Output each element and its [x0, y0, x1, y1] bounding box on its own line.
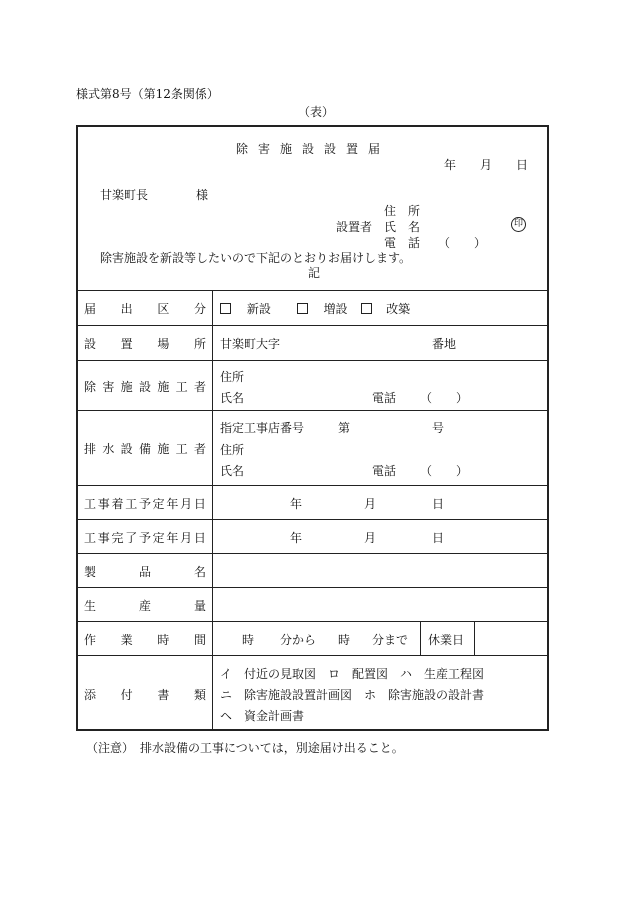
label-char: 業 [120, 633, 133, 647]
row-divider [76, 290, 549, 291]
option-new: 新設 [246, 302, 271, 316]
label-char: 工 [175, 442, 188, 456]
label-char: 工 [175, 380, 188, 394]
label-drainage-contractor [84, 440, 206, 457]
drainage-go: 号 [432, 421, 445, 435]
side-label: （表） [298, 105, 335, 119]
date-day: 日 [516, 158, 529, 172]
label-category [84, 300, 206, 317]
end-year: 年 [290, 531, 303, 545]
start-month: 月 [364, 497, 377, 511]
attachment-line: ヘ 資金計画書 [220, 709, 305, 723]
drainage-name: 氏名 [220, 464, 245, 478]
label-char: 設 [120, 442, 133, 456]
work-hour-end: 時 [338, 633, 351, 647]
row-divider [76, 587, 549, 588]
row-divider [76, 360, 549, 361]
label-product [84, 563, 206, 580]
label-char: 届 [84, 302, 97, 316]
holiday-label: 休業日 [428, 633, 465, 647]
applicant-phone-parens: （ ） [438, 236, 487, 250]
label-char: 作 [84, 633, 97, 647]
drainage-designated-no: 指定工事店番号 [220, 421, 305, 435]
checkbox-new[interactable] [220, 303, 231, 314]
applicant-name-label: 氏 名 [384, 220, 421, 234]
end-day: 日 [432, 531, 445, 545]
label-char: 工 [125, 497, 138, 511]
ki-mark: 記 [308, 266, 321, 280]
facility-phone: 電話 [372, 391, 397, 405]
row-divider [76, 553, 549, 554]
drainage-phone: 電話 [372, 464, 397, 478]
addressee-honorific: 様 [196, 188, 209, 202]
label-char: 年 [166, 531, 179, 545]
label-char: 工 [84, 531, 97, 545]
attachment-line: イ 付近の見取図 ロ 配置図 ハ 生産工程図 [220, 667, 485, 681]
label-output [84, 597, 206, 614]
statement: 除害施設を新設等したいので下記のとおりお届けします。 [100, 251, 412, 265]
label-char: 完 [111, 531, 124, 545]
label-char: 間 [193, 633, 206, 647]
label-char: 月 [180, 497, 193, 511]
label-char: 月 [180, 531, 193, 545]
work-hour-start: 時 [242, 633, 255, 647]
label-char: 設 [84, 337, 97, 351]
label-facility-contractor [84, 378, 206, 395]
label-char: 添 [84, 688, 97, 702]
label-char: 着 [111, 497, 124, 511]
label-char: 施 [120, 380, 133, 394]
label-char: 水 [102, 442, 115, 456]
start-year: 年 [290, 497, 303, 511]
label-char: 所 [193, 337, 206, 351]
label-work-hours [84, 631, 206, 648]
label-end-date [84, 529, 206, 546]
start-day: 日 [432, 497, 445, 511]
label-char: 年 [166, 497, 179, 511]
date-year: 年 [444, 158, 457, 172]
label-char: 名 [193, 565, 206, 579]
label-char: 付 [120, 688, 133, 702]
category-options [220, 300, 410, 317]
label-char: 害 [102, 380, 115, 394]
label-char: 施 [157, 442, 170, 456]
label-char: 者 [193, 442, 206, 456]
location-prefix: 甘楽町大字 [220, 337, 281, 351]
label-char: 事 [97, 497, 110, 511]
label-char: 品 [138, 565, 151, 579]
holiday-divider [474, 621, 475, 655]
form-title: 除害施設設置届 [236, 142, 391, 156]
label-location [84, 335, 206, 352]
row-divider [76, 621, 549, 622]
label-char: 類 [193, 688, 206, 702]
end-month: 月 [364, 531, 377, 545]
label-char: 備 [138, 442, 151, 456]
label-char: 書 [157, 688, 170, 702]
row-divider [76, 410, 549, 411]
option-rebuild: 改築 [386, 302, 411, 316]
row-divider [76, 655, 549, 656]
holiday-divider [420, 621, 421, 655]
applicant-phone-label: 電 話 [384, 236, 421, 250]
label-char: 了 [125, 531, 138, 545]
footnote: （注意） 排水設備の工事については，別途届け出ること。 [86, 741, 404, 755]
label-char: 産 [138, 599, 151, 613]
label-char: 日 [193, 531, 206, 545]
location-suffix: 番地 [432, 337, 457, 351]
form-number: 様式第8号（第12条関係） [76, 87, 219, 101]
label-char: 時 [157, 633, 170, 647]
facility-address: 住所 [220, 370, 245, 384]
checkbox-expand[interactable] [297, 303, 308, 314]
label-char: 工 [84, 497, 97, 511]
label-char: 事 [97, 531, 110, 545]
label-char: 日 [193, 497, 206, 511]
label-char: 置 [120, 337, 133, 351]
label-char: 施 [157, 380, 170, 394]
label-start-date [84, 495, 206, 512]
label-char: 定 [152, 497, 165, 511]
drainage-phone-parens: （ ） [420, 464, 469, 478]
addressee-name: 甘楽町長 [100, 188, 149, 202]
row-divider [76, 485, 549, 486]
attachment-line: ニ 除害施設設置計画図 ホ 除害施設の設計書 [220, 688, 485, 702]
label-char: 量 [193, 599, 206, 613]
row-divider [76, 325, 549, 326]
label-char: 分 [193, 302, 206, 316]
column-divider [212, 290, 213, 730]
applicant-address-label: 住 所 [384, 204, 421, 218]
seal-mark: 印 [511, 217, 526, 232]
option-expand: 増設 [323, 302, 348, 316]
label-char: 排 [84, 442, 97, 456]
label-attachments [84, 686, 206, 703]
drainage-address: 住所 [220, 443, 245, 457]
date-month: 月 [480, 158, 493, 172]
label-char: 場 [157, 337, 170, 351]
label-char: 製 [84, 565, 97, 579]
label-char: 予 [138, 531, 151, 545]
facility-phone-parens: （ ） [420, 391, 469, 405]
work-from: 分から [280, 633, 317, 647]
checkbox-rebuild[interactable] [361, 303, 372, 314]
applicant-role: 設置者 [336, 220, 373, 234]
facility-name: 氏名 [220, 391, 245, 405]
row-divider [76, 519, 549, 520]
label-char: 生 [84, 599, 97, 613]
label-char: 出 [120, 302, 133, 316]
drainage-dai: 第 [338, 421, 351, 435]
label-char: 者 [193, 380, 206, 394]
work-to: 分まで [372, 633, 409, 647]
label-char: 予 [138, 497, 151, 511]
label-char: 設 [138, 380, 151, 394]
label-char: 定 [152, 531, 165, 545]
label-char: 除 [84, 380, 97, 394]
label-char: 区 [157, 302, 170, 316]
